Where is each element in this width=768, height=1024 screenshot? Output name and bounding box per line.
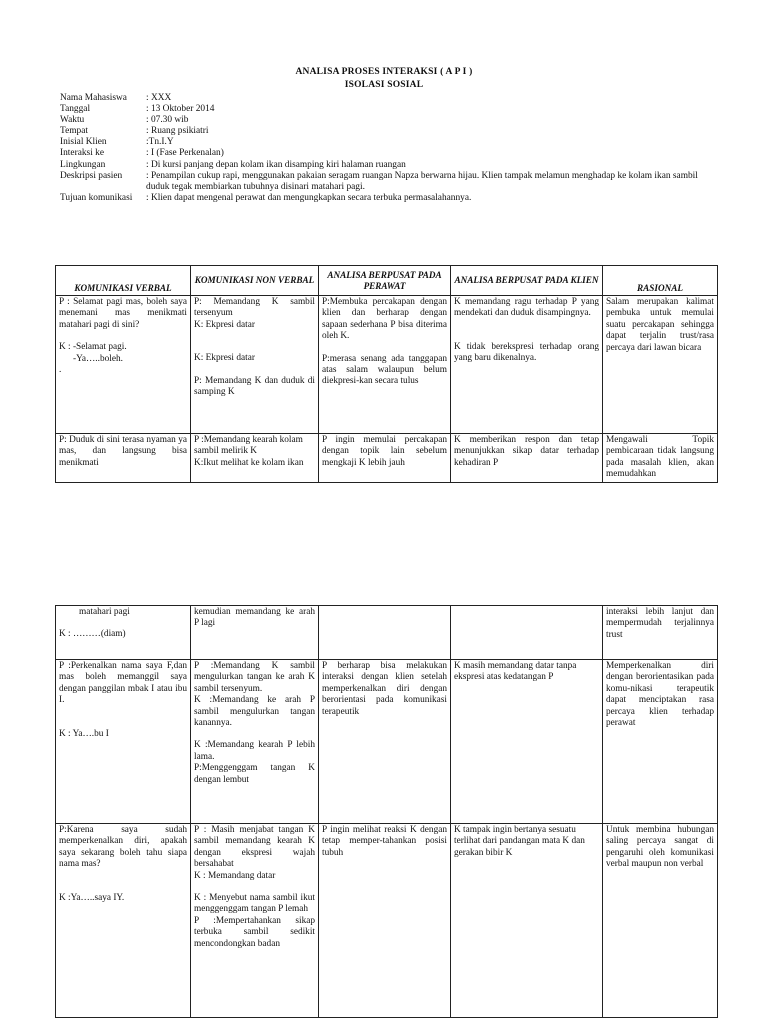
perawat-analysis-cell: [319, 824, 451, 1018]
column-header: ANALISA BERPUSAT PADA KLIEN: [451, 266, 603, 296]
info-row: [60, 137, 720, 148]
info-label: Lingkungan: [60, 159, 106, 170]
cell-text: K : -Selamat pagi.: [59, 342, 127, 353]
info-value: :Tn.I.Y: [146, 137, 174, 148]
info-row: [60, 171, 720, 193]
nonverbal-cell: [191, 660, 319, 824]
api-table-page2: [55, 605, 718, 1018]
column-header: RASIONAL: [603, 266, 718, 296]
info-value: : XXX: [146, 93, 172, 103]
rasional-cell: [603, 296, 718, 434]
info-row: [60, 148, 720, 159]
cell-text: Mengawali Topik pembicaraan tidak langsung pada masalah klien, akan memudahkan: [606, 435, 714, 480]
table-row: [56, 824, 718, 1018]
perawat-analysis-cell: [319, 296, 451, 434]
cell-text: K tidak berekspresi terhadap orang yang baru dikenalnya.: [454, 341, 599, 364]
cell-text: P:Menggenggam tangan K dengan lembut: [194, 763, 315, 785]
cell-text: K : Memandang datar: [194, 870, 276, 881]
cell-text: .: [59, 365, 62, 376]
cell-text: kemudian memandang ke arah P lagi: [194, 607, 315, 629]
cell-text: K : Ya….bu I: [59, 728, 109, 739]
info-value: : Ruang psikiatri: [146, 126, 209, 137]
info-row: [60, 104, 720, 115]
table-row: [56, 606, 718, 660]
cell-text: P: Memandang K dan duduk di samping K: [194, 375, 315, 398]
api-table-page1: [55, 265, 718, 483]
cell-text: P berharap bisa melakukan interaksi dengan klien setelah memperkenalkan diri dengan berorientasi pada komunikasi terapeutik: [322, 661, 447, 717]
info-row: [60, 93, 720, 104]
table-row: [56, 660, 718, 824]
cell-text: Salam merupakan kalimat pembuka untuk memulai suatu percakapan sehingga dapat terjalin trust/rasa percaya dari lawan bicara: [606, 297, 714, 353]
info-label: Interaksi ke: [60, 148, 104, 159]
rasional-cell: [603, 824, 718, 1018]
rasional-cell: [603, 434, 718, 483]
cell-text: P :Perkenalkan nama saya F,dan mas boleh memanggil saya dengan panggilan mbak I atau ibu I.: [59, 661, 187, 706]
cell-text: P: Memandang K sambil tersenyum: [194, 297, 315, 319]
perawat-analysis-cell: [319, 606, 451, 660]
cell-text: P : Masih menjabat tangan K sambil memandang kearah K dengan ekspresi wajah bersahabat: [194, 825, 315, 870]
table-row: [56, 296, 718, 434]
cell-text: P ingin melihat reaksi K dengan tetap memper-tahankan posisi tubuh: [322, 825, 447, 858]
info-label: Tujuan komunikasi: [60, 192, 133, 203]
klien-analysis-cell: [451, 434, 603, 483]
verbal-cell: [56, 660, 191, 824]
cell-text: K :Ya…..saya IY.: [59, 892, 125, 903]
cell-text: P :Mempertahankan sikap terbuka sambil sedikit mencondongkan badan: [194, 915, 315, 949]
verbal-cell: [56, 434, 191, 483]
nonverbal-cell: [191, 296, 319, 434]
klien-analysis-cell: [451, 296, 603, 434]
info-label: Tempat: [60, 126, 88, 137]
table-row: [56, 434, 718, 483]
info-value: : I (Fase Perkenalan): [146, 148, 224, 159]
cell-text: P :Memandang K sambil mengulurkan tangan ke arah K sambil tersenyum.: [194, 661, 315, 694]
table-header-row: [56, 266, 718, 296]
nonverbal-cell: [191, 824, 319, 1018]
klien-analysis-cell: [451, 660, 603, 824]
klien-analysis-cell: [451, 606, 603, 660]
verbal-cell: [56, 606, 191, 660]
klien-analysis-cell: [451, 824, 603, 1018]
cell-text: interaksi lebih lanjut dan mempermudah terjalinnya trust: [606, 607, 714, 640]
info-value: : Di kursi panjang depan kolam ikan disamping kiri halaman ruangan: [146, 159, 406, 170]
info-value: : Klien dapat mengenal perawat dan mengungkapkan secara terbuka permasalahannya.: [146, 192, 472, 203]
cell-text: P : Selamat pagi mas, boleh saya menemani mas menikmati matahari pagi di sini?: [59, 297, 187, 330]
cell-text: K memandang ragu terhadap P yang mendekati dan duduk disampingnya.: [454, 297, 599, 319]
cell-text: P:Karena saya sudah memperkenalkan diri, apakah saya sekarang boleh tahu siapa nama mas?: [59, 825, 187, 870]
perawat-analysis-cell: [319, 434, 451, 483]
info-label: Nama Mahasiswa: [60, 93, 127, 103]
cell-text: P ingin memulai percakapan dengan topik lain sebelum mengkaji K lebih jauh: [322, 435, 447, 468]
info-label: Inisial Klien: [60, 137, 107, 148]
info-row: [60, 193, 720, 204]
column-header: ANALISA BERPUSAT PADA PERAWAT: [319, 266, 451, 296]
cell-text: K :Memandang kearah P lebih lama.: [194, 740, 315, 762]
cell-text: K masih memandang datar tanpa ekspresi atas kedatangan P: [454, 661, 577, 683]
cell-text: K : ………(diam): [59, 629, 126, 640]
cell-text: K memberikan respon dan tetap menunjukkan sikap datar terhadap kehadiran P: [454, 435, 599, 468]
cell-text: K tampak ingin bertanya sesuatu terlihat dari pandangan mata K dan gerakan bibir K: [454, 825, 585, 858]
info-value: : Penampilan cukup rapi, menggunakan pakaian seragam ruangan Napza berwarna hijau. Klien tampak melamun menghadap ke kolam ikan sambil duduk tegak membiarkan tubuhnya disinari matahari pagi.: [146, 170, 698, 192]
patient-info: [60, 93, 720, 204]
rasional-cell: [603, 660, 718, 824]
info-value: : 13 Oktober 2014: [146, 104, 215, 115]
cell-text: K: Ekpresi datar: [194, 319, 255, 330]
cell-text: Memperkenalkan diri dengan berorientasikan pada komu-nikasi terapeutik dapat menciptakan rasa percaya klien terhadap perawat: [606, 661, 714, 729]
rasional-cell: [603, 606, 718, 660]
info-label: Deskripsi pasien: [60, 170, 123, 181]
cell-text: P: Duduk di sini terasa nyaman ya mas, dan langsung bisa menikmati: [59, 435, 187, 468]
info-label: Waktu: [60, 115, 85, 126]
document-subtitle: ISOLASI SOSIAL: [344, 80, 424, 90]
document-title: ANALISA PROSES INTERAKSI ( A P I ): [295, 67, 473, 77]
nonverbal-cell: [191, 434, 319, 483]
nonverbal-cell: [191, 606, 319, 660]
cell-text: P:Membuka percakapan dengan klien dan berharap dengan sapaan sederhana P bisa diterima oleh K.: [322, 297, 447, 342]
perawat-analysis-cell: [319, 660, 451, 824]
info-row: [60, 160, 720, 171]
verbal-cell: [56, 824, 191, 1018]
info-row: [60, 126, 720, 137]
info-value: : 07.30 wib: [146, 115, 189, 126]
column-header: KOMUNIKASI VERBAL: [56, 266, 191, 296]
cell-text: -Ya…..boleh.: [73, 353, 123, 364]
cell-text: K : Menyebut nama sambil ikut menggenggam tangan P lemah: [194, 893, 315, 915]
cell-text: Untuk membina hubungan saling percaya sangat di pengaruhi oleh komunikasi verbal maupun non verbal: [606, 825, 714, 870]
info-row: [60, 115, 720, 126]
cell-text: K: Ekpresi datar: [194, 353, 255, 364]
cell-text: P:merasa senang ada tanggapan atas salam walaupun belum diekpresi-kan secara tulus: [322, 353, 447, 387]
cell-text: K :Memandang ke arah P sambil mengulurkan tangan kanannya.: [194, 695, 315, 729]
cell-text: matahari pagi: [79, 607, 130, 617]
info-label: Tanggal: [60, 104, 91, 115]
verbal-cell: [56, 296, 191, 434]
column-header: KOMUNIKASI NON VERBAL: [191, 266, 319, 296]
cell-text: P :Memandang kearah kolam sambil melirik K K:Ikut melihat ke kolam ikan: [194, 435, 304, 468]
